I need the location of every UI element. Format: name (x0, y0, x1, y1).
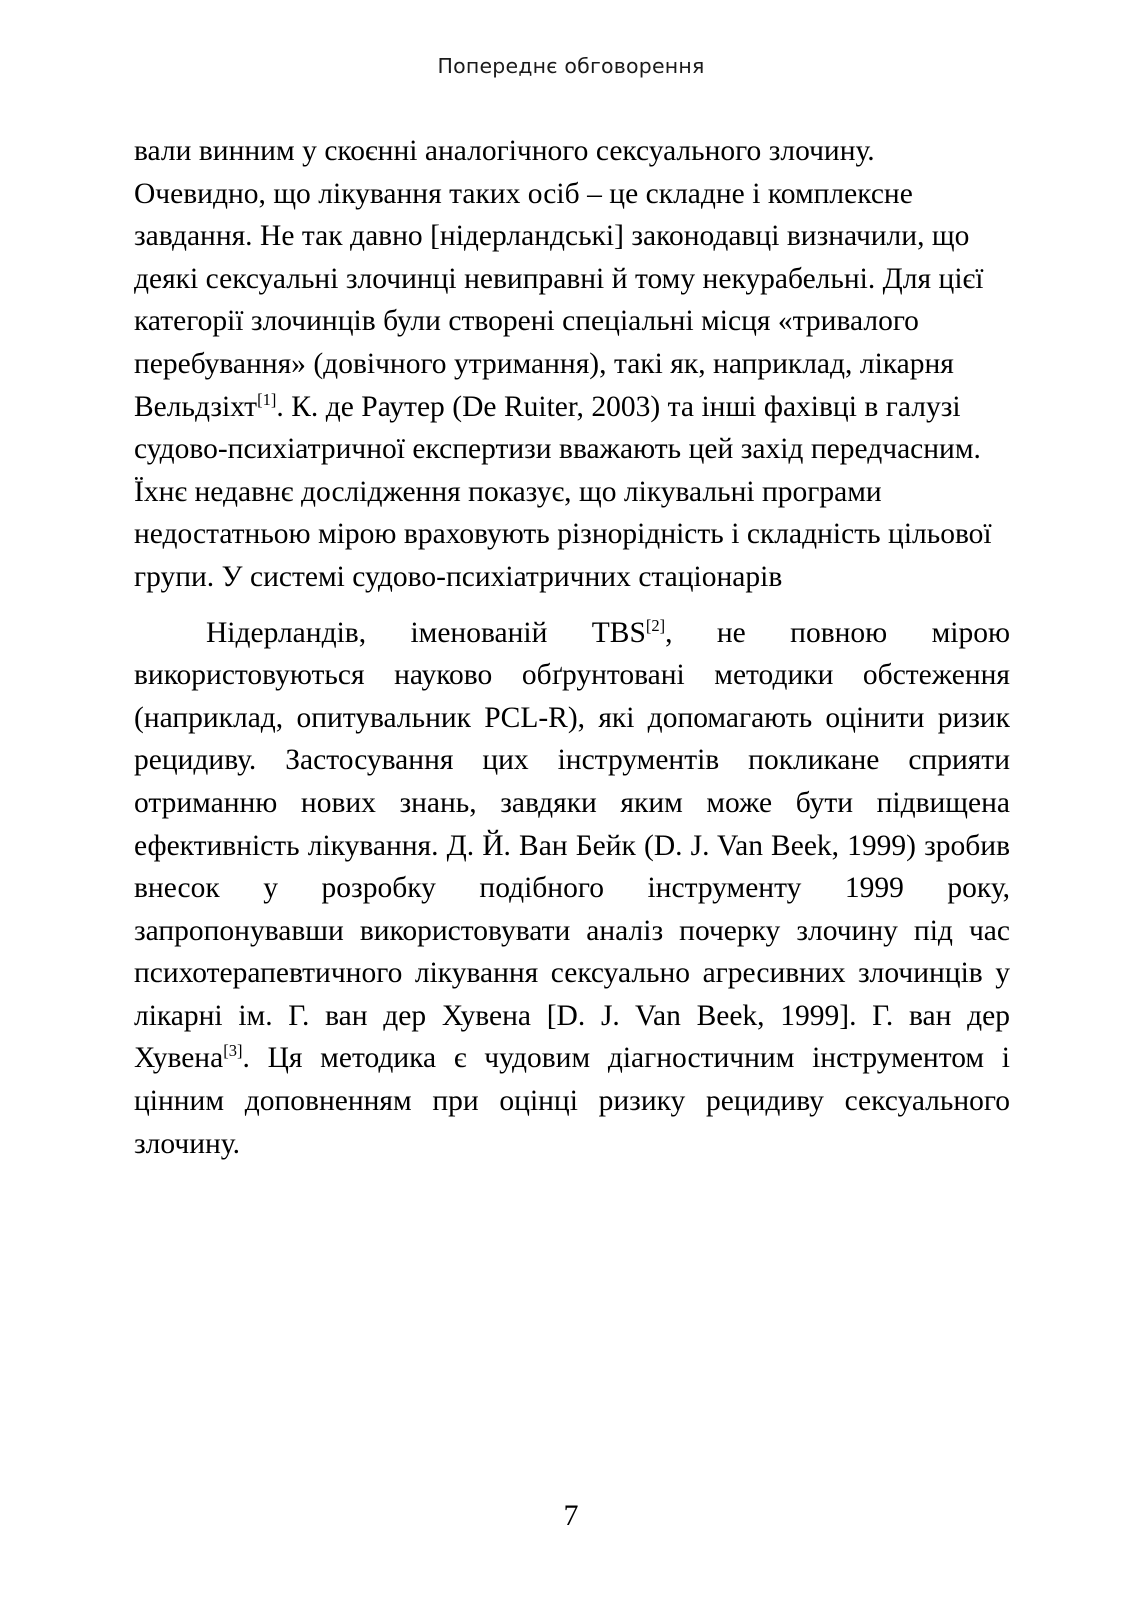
paragraph-2-text-part-1: Нідерландів, іменованій TBS (206, 616, 646, 649)
paragraph-1-text-before-footnote: вали винним у скоєнні аналогічного сексуального злочину. Очевидно, що лікування таких осіб – це складне і комплексне завдання. Не так давно [нідерландські] законодавці визначили, що деякі сексуальні злочинці невиправні й тому некурабельні. Для цієї категорії злочинців були створені спеціальні місця «тривалого перебування» (довічного утримання), такі як, наприклад, лікарня Вельдзіхт (134, 135, 984, 423)
paragraph-1-text-after-footnote: . К. де Раутер (De Ruiter, 2003) та інші фахівці в галузі судово-психіатричної експертизи вважають цей захід передчасним. Їхнє недавнє дослідження показує, що лікувальні програми недостатньою мірою враховують різнорідність і складність цільової групи. У системі судово-психіатричних стаціонарів (134, 390, 992, 593)
page-number: 7 (563, 1499, 579, 1532)
body-text-block (134, 130, 1010, 1165)
running-head: Попереднє обговорення (437, 54, 705, 78)
footnote-marker-2[interactable]: [2] (645, 615, 666, 635)
paragraph-2-text-part-3: . Ця методика є чудовим діагностичним інструментом і цінним доповненням при оцінці ризику рецидиву сексуального злочину. (134, 1042, 1010, 1160)
footnote-marker-3[interactable]: [3] (223, 1041, 243, 1061)
paragraph-1 (134, 130, 1010, 599)
paragraph-2 (134, 612, 1010, 1166)
paragraph-2-text-part-2: , не повною мірою використовуються науково обґрунтовані методики обстеження (наприклад, опитувальник PCL-R), які допомагають оцінити ризик рецидиву. Застосування цих інструментів покликане сприяти отриманню нових знань, завдяки яким може бути підвищена ефективність лікування. Д. Й. Ван Бейк (D. J. Van Beek, 1999) зробив внесок у розробку подібного інструменту 1999 року, запропонувавши використовувати аналіз почерку злочину під час психотерапевтичного лікування сексуально агресивних злочинців у лікарні ім. Г. ван дер Хувена [D. J. Van Beek, 1999]. Г. ван дер Хувена (134, 616, 1010, 1075)
footnote-marker-1[interactable]: [1] (257, 389, 277, 409)
